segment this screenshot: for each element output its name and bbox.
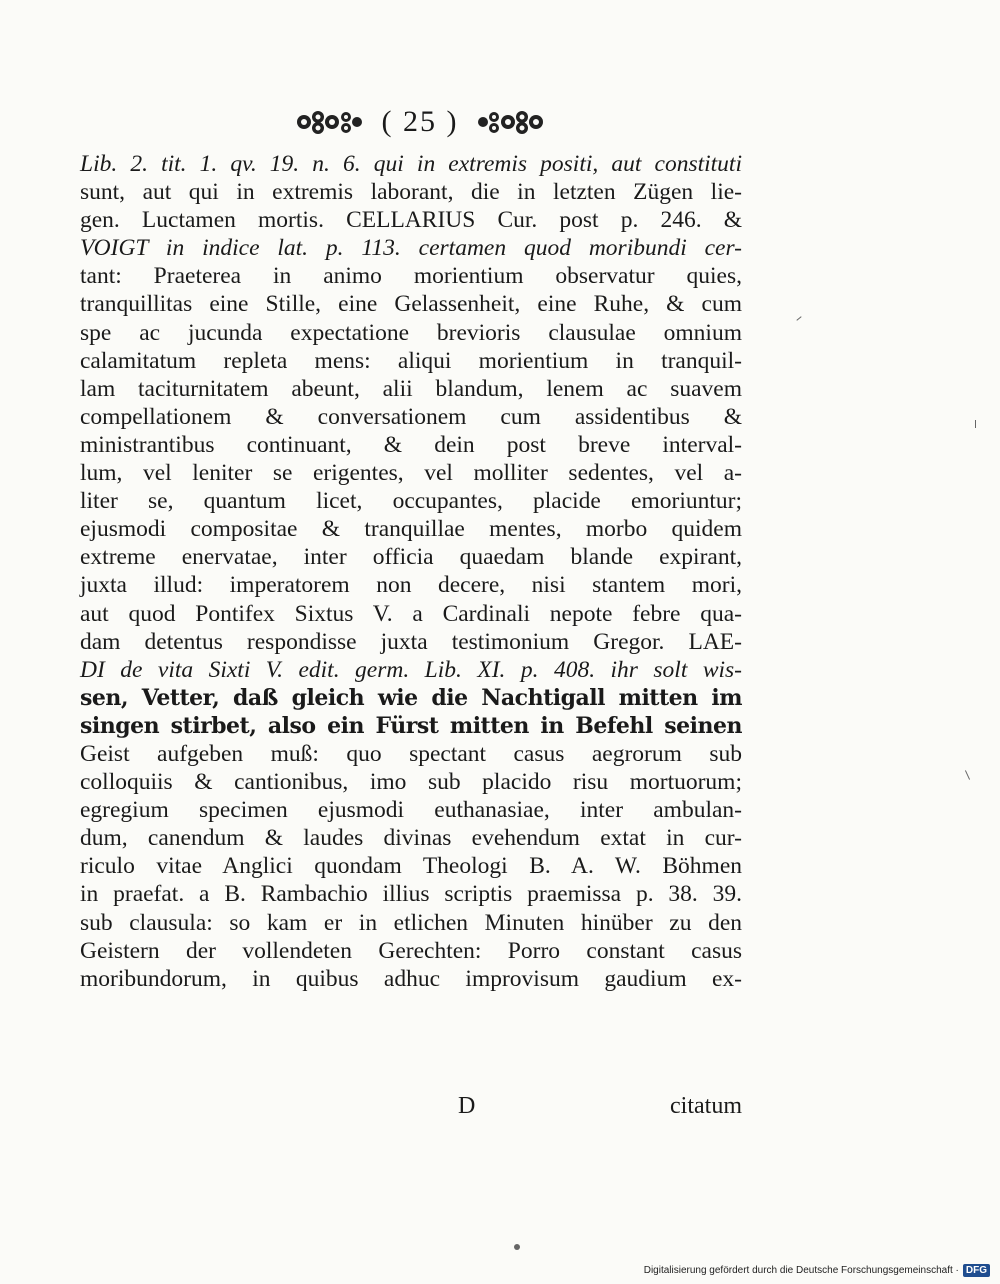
text-line: singen stirbet, also ein Fürst mitten in Befehl seinen bbox=[80, 712, 742, 739]
text-line: colloquiis & cantionibus, imo sub placido risu mortuorum; bbox=[80, 769, 742, 796]
signature-mark: D bbox=[458, 1093, 476, 1119]
dfg-logo: DFG bbox=[963, 1264, 990, 1277]
text-line: ministrantibus continuant, & dein post breve interval- bbox=[80, 431, 742, 458]
flower-ornament-icon bbox=[294, 107, 364, 137]
scan-speck bbox=[514, 1244, 520, 1250]
text-line: gen. Luctamen mortis. CELLARIUS Cur. post p. 246. & bbox=[80, 207, 742, 234]
text-line: liter se, quantum licet, occupantes, placide emoriuntur; bbox=[80, 488, 742, 515]
text-line: compellationem & conversationem cum assidentibus & bbox=[80, 403, 742, 430]
text-line: dum, canendum & laudes divinas evehendum extat in cur- bbox=[80, 825, 742, 852]
scan-speck bbox=[975, 420, 976, 428]
text-line: Geistern der vollendeten Gerechten: Porro constant casus bbox=[80, 937, 742, 964]
page-header bbox=[270, 100, 570, 144]
text-line: juxta illud: imperatorem non decere, nisi stantem mori, bbox=[80, 572, 742, 599]
text-line: lum, vel leniter se erigentes, vel molliter sedentes, vel a- bbox=[80, 460, 742, 487]
text-line: in praefat. a B. Rambachio illius scriptis praemissa p. 38. 39. bbox=[80, 881, 742, 908]
scan-speck bbox=[965, 770, 970, 779]
text-line: ejusmodi compositae & tranquillae mentes, morbo quidem bbox=[80, 516, 742, 543]
catchword: citatum bbox=[670, 1093, 742, 1119]
text-line: spe ac jucunda expectatione brevioris clausulae omnium bbox=[80, 319, 742, 346]
flower-ornament-icon bbox=[476, 107, 546, 137]
text-line: VOIGT in indice lat. p. 113. certamen quod moribundi cer- bbox=[80, 235, 742, 262]
text-line: DI de vita Sixti V. edit. germ. Lib. XI. p. 408. ihr solt wis- bbox=[80, 656, 742, 683]
credit-text: Digitalisierung gefördert durch die Deutsche Forschungsgemeinschaft · bbox=[643, 1264, 959, 1276]
text-line: Lib. 2. tit. 1. qv. 19. n. 6. qui in extremis positi, aut constituti bbox=[80, 151, 742, 177]
digitization-credit bbox=[644, 1262, 990, 1278]
text-line: sen, Vetter, daß gleich wie die Nachtigall mitten im bbox=[80, 684, 742, 711]
text-line: moribundorum, in quibus adhuc improvisum gaudium ex- bbox=[80, 965, 742, 992]
signature-line bbox=[80, 1093, 742, 1123]
text-line: sub clausula: so kam er in etlichen Minuten hinüber zu den bbox=[80, 909, 742, 936]
scan-speck bbox=[796, 316, 801, 321]
text-line: tranquillitas eine Stille, eine Gelassenheit, eine Ruhe, & cum bbox=[80, 291, 742, 318]
text-line: lam taciturnitatem abeunt, alii blandum, lenem ac suavem bbox=[80, 375, 742, 402]
text-line: egregium specimen ejusmodi euthanasiae, inter ambulan- bbox=[80, 797, 742, 824]
text-line: tant: Praeterea in animo morientium observatur quies, bbox=[80, 263, 742, 290]
body-text bbox=[80, 150, 742, 993]
text-line: dam detentus respondisse juxta testimonium Gregor. LAE- bbox=[80, 628, 742, 655]
text-line: Geist aufgeben muß: quo spectant casus aegrorum sub bbox=[80, 740, 742, 767]
text-line: sunt, aut qui in extremis laborant, die in letzten Zügen lie- bbox=[80, 179, 742, 206]
text-line: riculo vitae Anglici quondam Theologi B. A. W. Böhmen bbox=[80, 853, 742, 880]
text-line: calamitatum repleta mens: aliqui morientium in tranquil- bbox=[80, 347, 742, 374]
text-line: extreme enervatae, inter officia quaedam blande expirant, bbox=[80, 544, 742, 571]
page-number: ( 25 ) bbox=[381, 105, 459, 138]
text-line: aut quod Pontifex Sixtus V. a Cardinali nepote febre qua- bbox=[80, 600, 742, 627]
